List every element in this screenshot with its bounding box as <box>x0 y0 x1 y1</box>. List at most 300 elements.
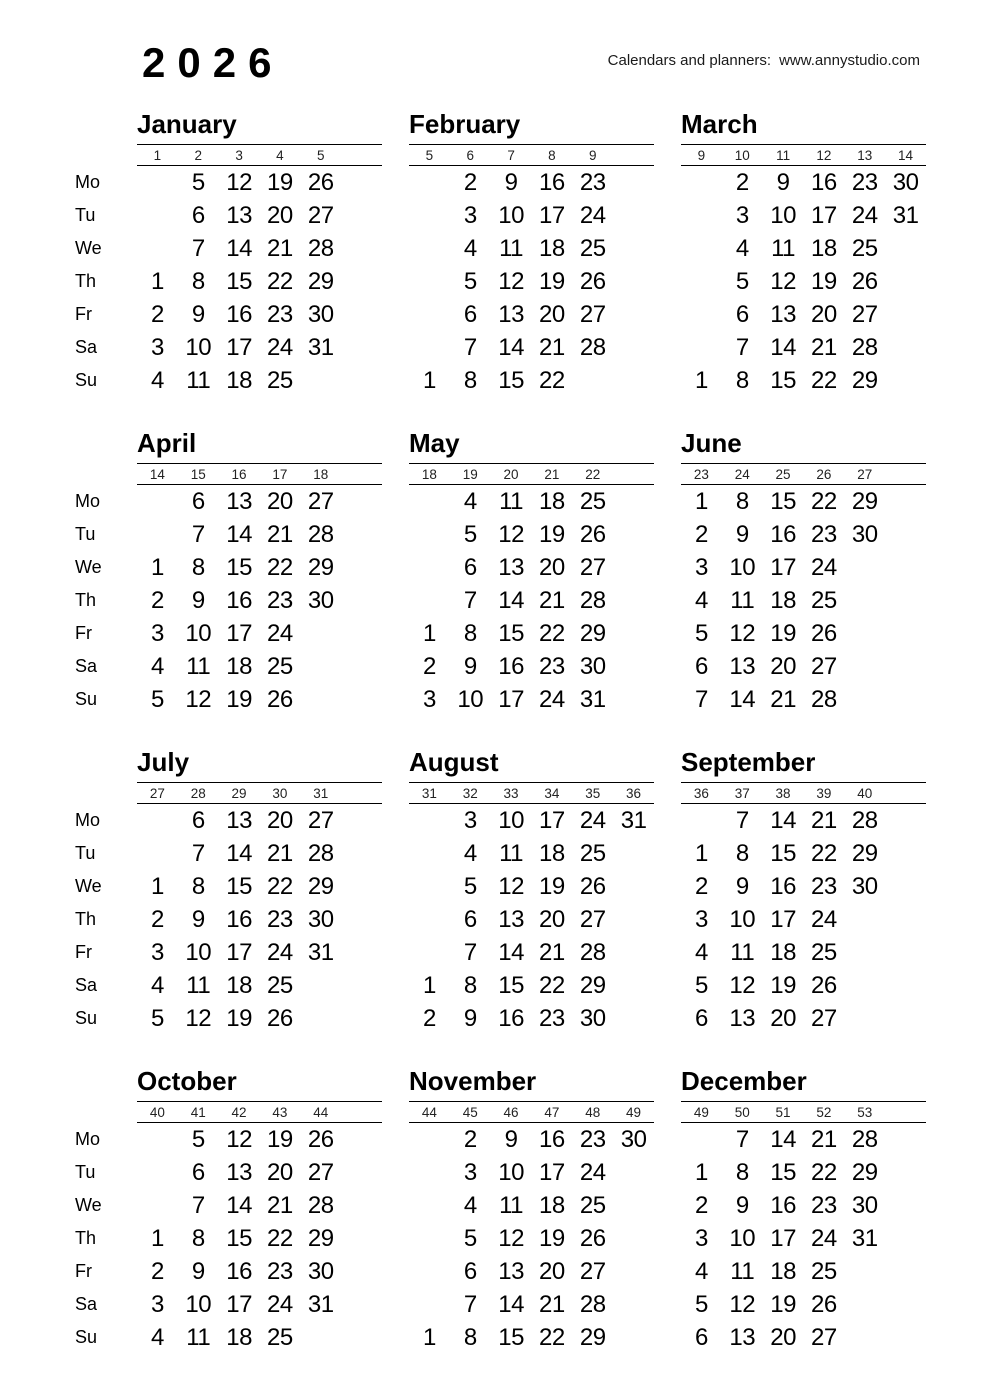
date-cell: 8 <box>191 553 205 581</box>
day-of-week-labels <box>75 1065 137 1354</box>
date-cell: 16 <box>498 1004 524 1032</box>
date-cell: 30 <box>579 1004 606 1032</box>
week-number: 9 <box>588 147 597 163</box>
date-cell: 23 <box>811 872 837 900</box>
date-cell: 5 <box>463 872 477 900</box>
month-row <box>75 1065 926 1354</box>
week-number-row <box>137 1101 382 1123</box>
week-number: 47 <box>544 1104 560 1120</box>
date-cell: 8 <box>735 366 749 394</box>
month-row <box>75 746 926 1035</box>
month-block <box>137 1065 382 1354</box>
date-grid <box>681 485 926 716</box>
date-cell: 21 <box>811 1125 837 1153</box>
date-cell: 11 <box>186 1323 211 1351</box>
week-number: 18 <box>421 466 437 482</box>
date-cell: 7 <box>191 1191 205 1219</box>
date-cell: 14 <box>226 234 252 262</box>
date-cell: 1 <box>422 366 436 394</box>
date-cell: 25 <box>579 1191 606 1219</box>
date-cell: 2 <box>422 652 436 680</box>
date-cell: 16 <box>539 168 565 196</box>
site-credit <box>608 52 920 69</box>
date-cell: 8 <box>463 619 477 647</box>
date-cell: 30 <box>851 872 878 900</box>
date-cell: 13 <box>226 1158 252 1186</box>
date-cell: 12 <box>185 1004 212 1032</box>
month-title: October <box>137 1066 237 1096</box>
dow-label: Sa <box>75 975 98 995</box>
week-number-row <box>681 463 926 485</box>
dow-label: Su <box>75 689 98 709</box>
date-cell: 28 <box>579 1290 606 1318</box>
dow-label: Mo <box>75 491 101 511</box>
date-cell: 7 <box>735 1125 749 1153</box>
date-cell: 24 <box>267 1290 293 1318</box>
date-cell: 15 <box>498 971 524 999</box>
date-cell: 24 <box>267 938 293 966</box>
week-number: 13 <box>857 147 873 163</box>
week-number: 46 <box>503 1104 519 1120</box>
date-cell: 21 <box>539 938 565 966</box>
month-block <box>681 108 926 397</box>
date-cell: 11 <box>499 839 524 867</box>
dow-label: Mo <box>75 810 101 830</box>
date-cell: 26 <box>267 1004 293 1032</box>
date-cell: 16 <box>811 168 837 196</box>
week-number: 18 <box>313 466 329 482</box>
date-cell: 26 <box>811 1290 837 1318</box>
date-cell: 7 <box>191 839 205 867</box>
date-cell: 24 <box>267 333 293 361</box>
week-number-row <box>409 1101 654 1123</box>
week-number: 9 <box>697 147 706 163</box>
date-cell: 14 <box>770 1125 796 1153</box>
date-cell: 5 <box>191 1125 205 1153</box>
date-cell: 7 <box>463 586 477 614</box>
month-block <box>137 746 382 1035</box>
date-cell: 1 <box>150 1224 164 1252</box>
dow-label: Th <box>75 590 97 610</box>
week-number: 25 <box>775 466 791 482</box>
date-cell: 29 <box>307 1224 334 1252</box>
date-cell: 14 <box>226 1191 252 1219</box>
month-title: May <box>409 428 460 458</box>
month-block <box>681 1065 926 1354</box>
date-cell: 8 <box>463 366 477 394</box>
date-cell: 2 <box>422 1004 436 1032</box>
date-cell: 22 <box>811 1158 837 1186</box>
date-cell: 19 <box>770 619 796 647</box>
date-cell: 2 <box>694 520 708 548</box>
week-number: 51 <box>775 1104 791 1120</box>
date-cell: 1 <box>150 872 164 900</box>
week-number: 44 <box>313 1104 329 1120</box>
date-cell: 20 <box>770 1323 796 1351</box>
week-number: 16 <box>231 466 247 482</box>
date-cell: 29 <box>579 971 606 999</box>
dow-label: Tu <box>75 205 96 225</box>
date-cell: 25 <box>579 487 606 515</box>
date-cell: 12 <box>498 1224 524 1252</box>
date-cell: 18 <box>226 1323 252 1351</box>
date-grid <box>409 804 654 1035</box>
date-cell: 26 <box>811 619 837 647</box>
date-cell: 23 <box>579 1125 606 1153</box>
week-number: 38 <box>775 785 791 801</box>
date-cell: 5 <box>463 267 477 295</box>
date-cell: 31 <box>892 201 919 229</box>
month-title: July <box>137 747 190 777</box>
date-cell: 16 <box>226 300 252 328</box>
date-cell: 20 <box>267 1158 293 1186</box>
day-of-week-labels <box>75 108 137 397</box>
date-cell: 6 <box>191 487 205 515</box>
date-cell: 27 <box>811 652 837 680</box>
date-cell: 22 <box>539 366 565 394</box>
date-cell: 23 <box>851 168 878 196</box>
date-cell: 16 <box>770 520 796 548</box>
week-number: 5 <box>425 147 434 163</box>
dow-label: We <box>75 557 102 577</box>
date-cell: 13 <box>226 487 252 515</box>
date-cell: 8 <box>735 487 749 515</box>
date-cell: 18 <box>539 839 565 867</box>
date-cell: 4 <box>694 938 708 966</box>
date-cell: 6 <box>463 905 477 933</box>
week-number: 34 <box>544 785 560 801</box>
date-cell: 8 <box>735 839 749 867</box>
date-cell: 21 <box>811 333 837 361</box>
date-cell: 17 <box>226 1290 252 1318</box>
month-title: February <box>409 109 521 139</box>
date-cell: 3 <box>150 333 164 361</box>
date-cell: 4 <box>150 366 164 394</box>
date-cell: 6 <box>463 300 477 328</box>
date-cell: 19 <box>267 1125 293 1153</box>
date-cell: 14 <box>498 586 524 614</box>
day-of-week-labels <box>75 746 137 1035</box>
date-cell: 19 <box>226 1004 252 1032</box>
date-cell: 13 <box>729 652 756 680</box>
date-cell: 6 <box>463 553 477 581</box>
date-cell: 12 <box>729 619 756 647</box>
week-number: 30 <box>272 785 288 801</box>
week-number-row <box>409 782 654 804</box>
date-cell: 14 <box>226 839 252 867</box>
date-cell: 29 <box>851 1158 878 1186</box>
date-cell: 19 <box>770 971 796 999</box>
dow-label: Sa <box>75 337 98 357</box>
date-cell: 6 <box>694 1323 708 1351</box>
date-cell: 17 <box>539 201 565 229</box>
date-cell: 12 <box>729 971 756 999</box>
week-number-row <box>137 782 382 804</box>
month-row <box>75 427 926 716</box>
date-cell: 28 <box>579 938 606 966</box>
date-cell: 13 <box>498 1257 524 1285</box>
date-cell: 8 <box>191 872 205 900</box>
date-cell: 14 <box>770 806 796 834</box>
date-cell: 7 <box>694 685 708 713</box>
date-cell: 2 <box>150 1257 164 1285</box>
week-number: 32 <box>462 785 478 801</box>
date-cell: 10 <box>498 201 524 229</box>
date-cell: 30 <box>307 905 334 933</box>
date-cell: 24 <box>811 553 837 581</box>
date-cell: 7 <box>463 1290 477 1318</box>
date-cell: 10 <box>185 333 212 361</box>
week-number: 3 <box>235 147 243 163</box>
date-cell: 7 <box>191 520 205 548</box>
dow-label: We <box>75 1195 102 1215</box>
month-title: June <box>681 428 742 458</box>
date-cell: 11 <box>186 971 211 999</box>
date-cell: 16 <box>770 872 796 900</box>
date-cell: 6 <box>735 300 749 328</box>
date-grid <box>681 166 926 397</box>
date-grid <box>409 1123 654 1354</box>
date-cell: 9 <box>191 1257 205 1285</box>
week-number-row <box>409 144 654 166</box>
date-cell: 25 <box>579 839 606 867</box>
date-cell: 22 <box>811 366 837 394</box>
date-cell: 9 <box>504 168 518 196</box>
week-number: 50 <box>734 1104 750 1120</box>
date-cell: 30 <box>851 520 878 548</box>
week-number: 52 <box>816 1104 832 1120</box>
date-cell: 15 <box>498 1323 524 1351</box>
date-cell: 7 <box>463 938 477 966</box>
date-cell: 20 <box>267 201 293 229</box>
date-grid <box>137 166 382 397</box>
date-cell: 31 <box>851 1224 878 1252</box>
date-cell: 23 <box>267 905 293 933</box>
date-cell: 23 <box>539 1004 565 1032</box>
date-cell: 29 <box>579 1323 606 1351</box>
date-cell: 22 <box>267 872 293 900</box>
date-cell: 18 <box>226 366 252 394</box>
date-cell: 20 <box>539 905 565 933</box>
date-cell: 16 <box>226 1257 252 1285</box>
date-cell: 26 <box>307 1125 334 1153</box>
date-cell: 13 <box>226 201 252 229</box>
date-cell: 9 <box>735 520 749 548</box>
date-cell: 22 <box>267 267 293 295</box>
week-number: 2 <box>194 147 202 163</box>
date-cell: 23 <box>267 1257 293 1285</box>
day-of-week-labels <box>75 427 137 716</box>
date-cell: 29 <box>851 366 878 394</box>
date-cell: 4 <box>694 586 708 614</box>
date-cell: 11 <box>186 652 211 680</box>
date-cell: 3 <box>694 1224 708 1252</box>
week-number: 44 <box>421 1104 437 1120</box>
date-cell: 21 <box>539 1290 565 1318</box>
date-cell: 30 <box>307 300 334 328</box>
date-cell: 3 <box>150 1290 164 1318</box>
date-cell: 26 <box>267 685 293 713</box>
date-cell: 18 <box>539 234 565 262</box>
date-cell: 20 <box>267 487 293 515</box>
date-cell: 3 <box>422 685 436 713</box>
date-cell: 13 <box>729 1004 756 1032</box>
month-title: January <box>137 109 237 139</box>
date-cell: 12 <box>498 520 524 548</box>
month-title: April <box>137 428 197 458</box>
month-block <box>137 108 382 397</box>
date-cell: 27 <box>307 1158 334 1186</box>
date-cell: 2 <box>694 872 708 900</box>
date-cell: 30 <box>892 168 919 196</box>
dow-label: Sa <box>75 656 98 676</box>
date-cell: 4 <box>463 1191 477 1219</box>
week-number: 15 <box>190 466 206 482</box>
date-cell: 31 <box>307 1290 334 1318</box>
date-cell: 9 <box>191 586 205 614</box>
date-cell: 3 <box>735 201 749 229</box>
dow-label: Su <box>75 1327 98 1347</box>
date-cell: 29 <box>307 267 334 295</box>
date-cell: 13 <box>770 300 796 328</box>
date-cell: 14 <box>498 1290 524 1318</box>
date-cell: 13 <box>498 553 524 581</box>
date-cell: 17 <box>226 619 252 647</box>
date-cell: 23 <box>267 586 293 614</box>
date-cell: 17 <box>539 1158 565 1186</box>
date-cell: 4 <box>150 971 164 999</box>
date-grid <box>137 485 382 716</box>
date-cell: 26 <box>579 1224 606 1252</box>
date-cell: 12 <box>498 872 524 900</box>
date-cell: 11 <box>730 586 755 614</box>
date-cell: 22 <box>811 487 837 515</box>
week-number: 29 <box>231 785 247 801</box>
date-cell: 9 <box>463 652 477 680</box>
dow-label: Fr <box>75 623 92 643</box>
month-row <box>75 108 926 397</box>
date-cell: 28 <box>851 1125 878 1153</box>
date-cell: 23 <box>539 652 565 680</box>
date-cell: 26 <box>307 168 334 196</box>
date-cell: 19 <box>267 168 293 196</box>
week-number: 7 <box>507 147 515 163</box>
month-title: September <box>681 747 816 777</box>
date-cell: 15 <box>498 619 524 647</box>
date-cell: 22 <box>539 619 565 647</box>
date-cell: 12 <box>185 685 212 713</box>
date-cell: 11 <box>771 234 796 262</box>
date-cell: 1 <box>694 1158 708 1186</box>
date-cell: 20 <box>770 1004 796 1032</box>
date-cell: 28 <box>307 234 334 262</box>
date-cell: 26 <box>851 267 878 295</box>
date-cell: 9 <box>191 300 205 328</box>
date-cell: 31 <box>620 806 647 834</box>
week-number: 27 <box>149 785 165 801</box>
date-grid <box>137 804 382 1035</box>
date-cell: 20 <box>539 300 565 328</box>
date-cell: 5 <box>463 1224 477 1252</box>
date-grid <box>681 804 926 1035</box>
date-cell: 9 <box>735 1191 749 1219</box>
date-cell: 21 <box>267 520 293 548</box>
date-cell: 28 <box>851 333 878 361</box>
week-number: 11 <box>776 147 791 163</box>
week-number-row <box>137 463 382 485</box>
date-cell: 30 <box>307 1257 334 1285</box>
date-cell: 20 <box>267 806 293 834</box>
date-cell: 27 <box>579 553 606 581</box>
date-cell: 30 <box>851 1191 878 1219</box>
date-cell: 28 <box>579 333 606 361</box>
date-cell: 13 <box>729 1323 756 1351</box>
date-cell: 7 <box>735 333 749 361</box>
date-cell: 8 <box>191 267 205 295</box>
date-cell: 15 <box>770 366 796 394</box>
date-grid <box>681 1123 926 1354</box>
date-cell: 10 <box>498 806 524 834</box>
week-number: 22 <box>585 466 601 482</box>
date-cell: 17 <box>811 201 837 229</box>
date-cell: 25 <box>579 234 606 262</box>
date-cell: 16 <box>498 652 524 680</box>
date-cell: 19 <box>539 520 565 548</box>
date-cell: 2 <box>735 168 749 196</box>
date-cell: 28 <box>811 685 837 713</box>
dow-label: Su <box>75 370 98 390</box>
date-cell: 9 <box>504 1125 518 1153</box>
date-grid <box>409 166 654 397</box>
date-cell: 23 <box>267 300 293 328</box>
week-number: 26 <box>816 466 832 482</box>
week-number: 43 <box>272 1104 288 1120</box>
date-cell: 25 <box>267 971 293 999</box>
week-number: 28 <box>190 785 206 801</box>
date-cell: 18 <box>811 234 837 262</box>
date-cell: 24 <box>579 1158 606 1186</box>
date-cell: 6 <box>694 1004 708 1032</box>
date-cell: 3 <box>463 806 477 834</box>
date-cell: 17 <box>226 938 252 966</box>
date-cell: 23 <box>811 520 837 548</box>
date-cell: 21 <box>539 586 565 614</box>
date-cell: 7 <box>463 333 477 361</box>
date-cell: 10 <box>729 1224 756 1252</box>
date-cell: 8 <box>463 971 477 999</box>
date-cell: 15 <box>770 487 796 515</box>
date-cell: 2 <box>463 168 477 196</box>
month-block <box>681 427 926 716</box>
date-cell: 10 <box>185 938 212 966</box>
week-number: 23 <box>693 466 709 482</box>
date-cell: 29 <box>851 487 878 515</box>
date-cell: 28 <box>307 839 334 867</box>
date-cell: 18 <box>226 971 252 999</box>
date-cell: 4 <box>150 652 164 680</box>
date-cell: 13 <box>498 905 524 933</box>
date-cell: 3 <box>694 553 708 581</box>
date-cell: 10 <box>729 905 756 933</box>
week-number-row <box>681 1101 926 1123</box>
dow-label: Tu <box>75 843 96 863</box>
date-cell: 31 <box>307 333 334 361</box>
date-cell: 29 <box>851 839 878 867</box>
date-cell: 9 <box>735 872 749 900</box>
month-block <box>409 1065 654 1354</box>
date-cell: 25 <box>851 234 878 262</box>
date-cell: 23 <box>579 168 606 196</box>
